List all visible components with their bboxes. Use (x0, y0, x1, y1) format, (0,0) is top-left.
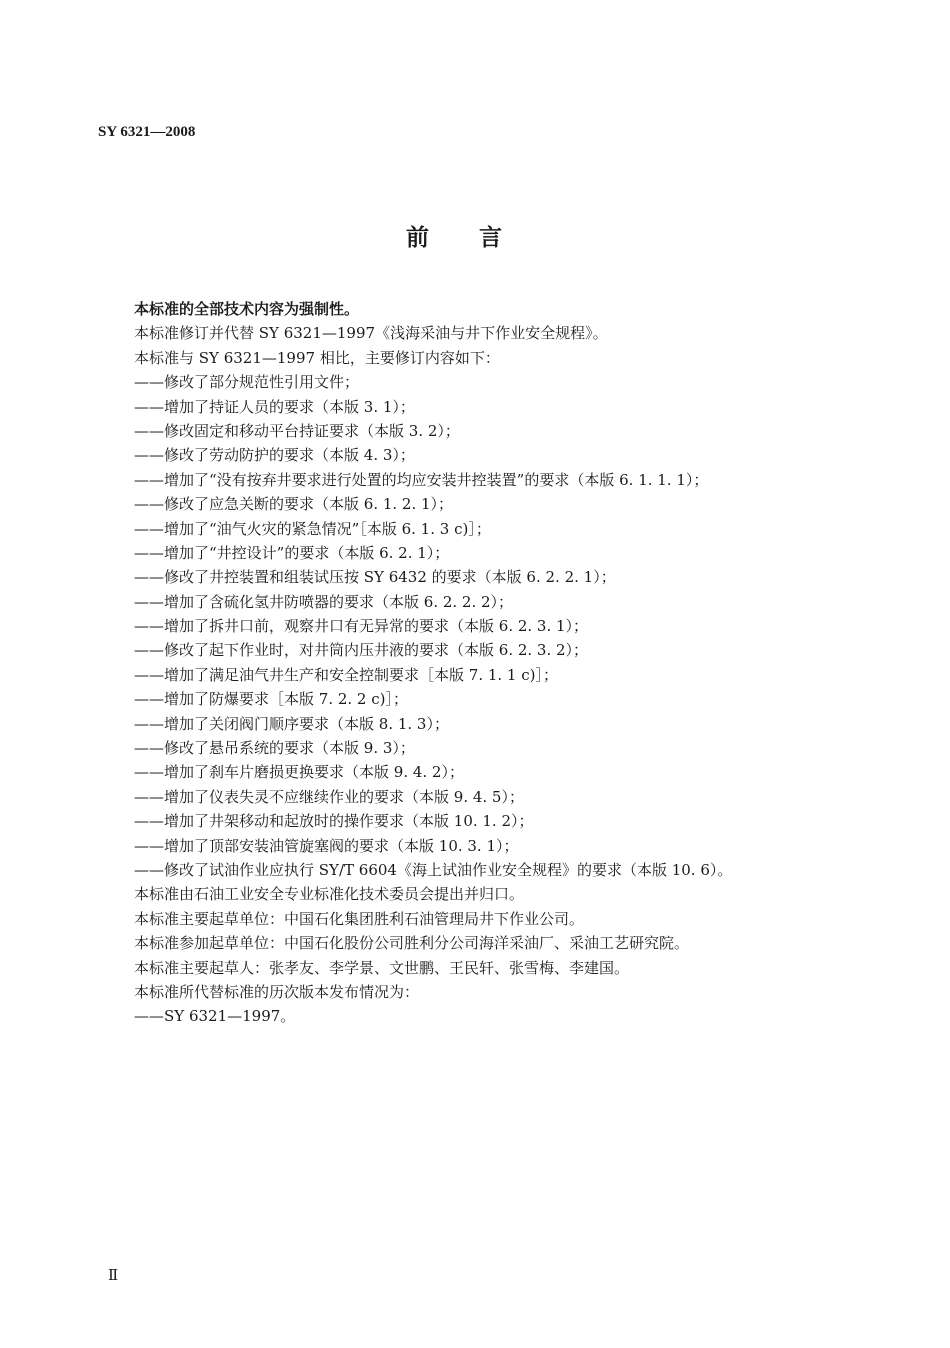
change-item: ——增加了仪表失灵不应继续作业的要求（本版 9. 4. 5）； (134, 787, 524, 806)
change-item: ——增加了“没有按弃井要求进行处置的均应安装井控装置”的要求（本版 6. 1. 1. 1）； (134, 470, 709, 489)
change-item: ——增加了持证人员的要求（本版 3. 1）； (134, 397, 415, 416)
standard-code: SY 6321—2008 (98, 124, 196, 140)
change-item: ——增加了防爆要求［本版 7. 2. 2 c)］； (134, 690, 408, 709)
change-item: ——增加了顶部安装油管旋塞阀的要求（本版 10. 3. 1）； (134, 836, 519, 855)
change-item: ——增加了“油气火灾的紧急情况”［本版 6. 1. 3 c)］； (134, 519, 491, 538)
main-drafters: 本标准主要起草人：张孝友、李学景、文世鹏、王民轩、张雪梅、李建国。 (134, 958, 630, 977)
previous-versions-intro: 本标准所代替标准的历次版本发布情况为： (134, 982, 420, 1001)
page-title: 前言 (406, 225, 552, 251)
change-item: ——增加了满足油气井生产和安全控制要求［本版 7. 1. 1 c)］； (134, 665, 558, 684)
change-item: ——修改了部分规范性引用文件； (134, 373, 360, 392)
main-drafting-unit: 本标准主要起草单位：中国石化集团胜利石油管理局井下作业公司。 (134, 909, 585, 928)
participating-drafting-units: 本标准参加起草单位：中国石化股份公司胜利分公司海洋采油厂、采油工艺研究院。 (134, 934, 690, 953)
change-item: ——修改了井控装置和组装试压按 SY 6432 的要求（本版 6. 2. 2. 1）； (134, 568, 616, 587)
change-item: ——增加了含硫化氢井防喷器的要求（本版 6. 2. 2. 2）； (134, 592, 514, 611)
change-item: ——修改了起下作业时，对井筒内压井液的要求（本版 6. 2. 3. 2）； (134, 641, 589, 660)
change-item: ——增加了拆井口前，观察井口有无异常的要求（本版 6. 2. 3. 1）； (134, 617, 589, 636)
change-item: ——增加了“井控设计”的要求（本版 6. 2. 1）； (134, 543, 450, 562)
change-item: ——增加了关闭阀门顺序要求（本版 8. 1. 3）； (134, 714, 449, 733)
mandatory-statement: 本标准的全部技术内容为强制性。 (134, 300, 360, 318)
change-item: ——修改了悬吊系统的要求（本版 9. 3）； (134, 739, 415, 758)
change-item: ——修改了试油作业应执行 SY/T 6604《海上试油作业安全规程》的要求（本版 10. 6）。 (134, 860, 733, 879)
proposed-by: 本标准由石油工业安全专业标准化技术委员会提出并归口。 (134, 885, 525, 904)
foreword-body (134, 297, 854, 1029)
replaces-statement: 本标准修订并代替 SY 6321—1997《浅海采油与井下作业安全规程》。 (134, 324, 608, 343)
change-item: ——修改了劳动防护的要求（本版 4. 3）； (134, 446, 415, 465)
change-item: ——修改了应急关断的要求（本版 6. 1. 2. 1）； (134, 495, 454, 514)
comparison-intro: 本标准与 SY 6321—1997 相比，主要修订内容如下： (134, 348, 500, 367)
previous-version-item: ——SY 6321—1997。 (134, 1007, 296, 1026)
page-number: Ⅱ (108, 1268, 119, 1284)
change-item: ——修改固定和移动平台持证要求（本版 3. 2）； (134, 421, 460, 440)
change-item: ——增加了井架移动和起放时的操作要求（本版 10. 1. 2）； (134, 812, 534, 831)
change-item: ——增加了刹车片磨损更换要求（本版 9. 4. 2）； (134, 763, 464, 782)
